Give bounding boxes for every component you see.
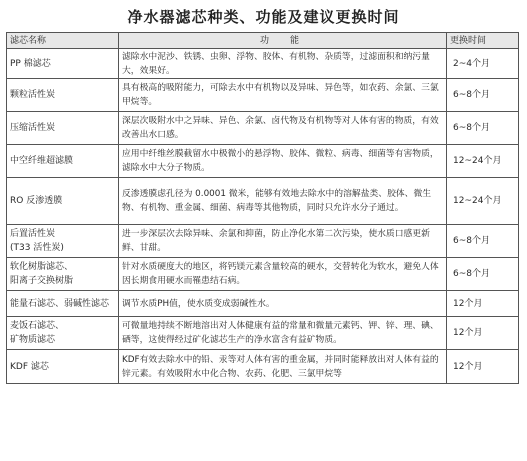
filter-name: PP 棉滤芯 [10,58,51,69]
replacement-interval-cell: 6~8个月 [447,225,519,258]
filter-name-cell [7,145,119,178]
filter-name-cell [7,291,119,317]
table-row [7,291,519,317]
table-header-row [7,33,519,49]
filter-function-cell: 可微量地持续不断地溶出对人体健康有益的常量和微量元素钙、钾、锌、理、碘、硒等，这使得经过矿化滤芯生产的净水富含有益矿物质。 [119,317,447,350]
filter-name-cell [7,112,119,145]
filter-name: 麦饭石滤芯、 [10,321,65,331]
replacement-interval-cell: 6~8个月 [447,112,519,145]
filter-name: 后置活性炭 [10,229,56,239]
filter-name: 压缩活性炭 [10,123,56,133]
filter-function-cell: 反渗透膜虑孔径为 0.0001 微米，能够有效地去除水中的溶解盐类、胶体、微生物、有机物、重金属、细菌、病毒等其他物质，同时只允许水分子通过。 [119,178,447,225]
filter-name: 阳离子交换树脂 [10,276,74,286]
document-title: 净水器滤芯种类、功能及建议更换时间 [127,8,400,26]
filter-name-cell [7,258,119,291]
replacement-interval-cell: 6~8个月 [447,258,519,291]
table-row [7,317,519,350]
filter-name: RO 反渗透膜 [10,196,63,206]
filter-name: 颗粒活性炭 [10,90,56,100]
table-row [7,350,519,384]
table-row [7,225,519,258]
replacement-interval-cell: 12~24个月 [447,145,519,178]
filter-name-cell [7,49,119,79]
filter-function-cell: 针对水质硬度大的地区，将钙镁元素含量较高的硬水，交替转化为软水，避免人体因长期食用硬水而罹患结石病。 [119,258,447,291]
filter-name-cell [7,178,119,225]
header-filter-name: 滤芯名称 [7,33,119,49]
filter-name-cell [7,317,119,350]
replacement-interval-cell: 12~24个月 [447,178,519,225]
filter-name-cell [7,79,119,112]
filter-name: 中空纤维超滤膜 [10,156,74,166]
table-row [7,258,519,291]
filter-function-cell: 深层次吸附水中之异味、异色、余氯、卤代物及有机物等对人体有害的物质，有效改善出水口感。 [119,112,447,145]
filter-name-cell [7,225,119,258]
filter-name: 矿物质滤芯 [10,335,56,345]
filter-name: 能量石滤芯、弱碱性滤芯 [10,298,110,309]
filter-function-cell: 进一步深层次去除异味、余氯和抑菌，防止净化水第二次污染，使水质口感更新鲜、甘甜。 [119,225,447,258]
filter-function-cell: 调节水质PH值，使水质变成弱碱性水。 [119,291,447,317]
table-row [7,49,519,79]
table-row [7,145,519,178]
replacement-interval-cell: 6~8个月 [447,79,519,112]
replacement-interval-cell: 12个月 [447,317,519,350]
table-row [7,79,519,112]
table-row [7,112,519,145]
filter-table [6,32,519,384]
filter-name: KDF 滤芯 [10,361,49,372]
header-replacement-interval: 更换时间 [447,33,519,49]
filter-function-cell: 滤除水中泥沙、铁锈、虫卵、浮物、胶体、有机物、杂质等，过滤面积和纳污量大，效果好。 [119,49,447,79]
table-row [7,178,519,225]
filter-function-cell: 应用中纤维丝膜截留水中极微小的悬浮物、胶体、微粒、病毒、细菌等有害物质，滤除水中大分子物质。 [119,145,447,178]
header-function: 功 能 [119,33,447,49]
replacement-interval-cell: 12个月 [447,291,519,317]
replacement-interval-cell: 12个月 [447,350,519,384]
filter-function-cell: KDF有效去除水中的铅、汞等对人体有害的重金属，并同时能释放出对人体有益的锌元素。有效吸附水中化合物、农药、化肥、三氯甲烷等 [119,350,447,384]
filter-function-cell: 具有极高的吸附能力，可除去水中有机物以及异味、异色等，如农药、余氯、三氯甲烷等。 [119,79,447,112]
replacement-interval-cell: 2~4个月 [447,49,519,79]
filter-name: 软化树脂滤芯、 [10,262,74,272]
filter-name: (T33 活性炭) [10,243,64,253]
table-body [7,49,519,384]
filter-name-cell [7,350,119,384]
